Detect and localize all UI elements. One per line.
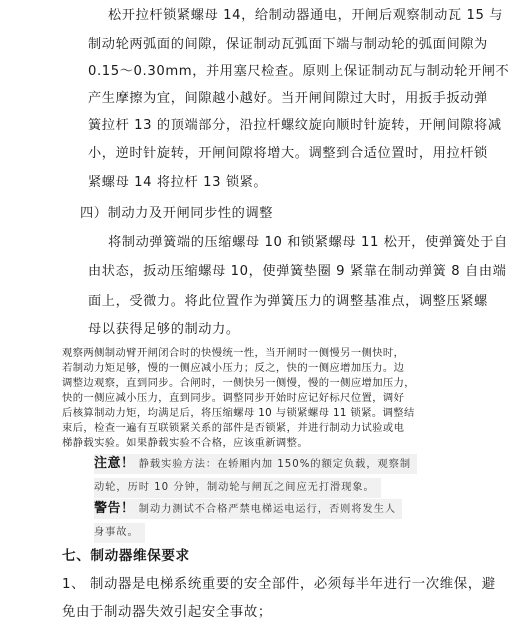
dense-paragraph [62, 346, 462, 451]
list-item-line: 1、 制动器是电梯系统重要的安全部件，必须每半年进行一次维保，避 [62, 577, 496, 592]
section-heading: 七、制动器维保要求 [62, 548, 190, 564]
paragraph-line: 后核算制动力矩，均满足后，将压缩螺母 10 与锁紧螺母 11 锁紧。调整结 [62, 407, 415, 419]
warning-row [94, 523, 145, 543]
paragraph-line: 小，逆时针旋转，开闸间隙将增大。调整到合适位置时，用拉杆锁 [88, 146, 488, 161]
paragraph-line: 0.15～0.30mm，并用塞尺检查。原则上保证制动瓦与制动轮开闸不 [88, 64, 510, 79]
paragraph-line: 束后，检查一遍有互联锁紧关系的部件是否锁紧，并进行制动力试验或电 [62, 422, 405, 434]
notice-row [94, 478, 381, 498]
warning-row [94, 499, 402, 519]
paragraph-line: 紧螺母 14 将拉杆 13 锁紧。 [88, 175, 268, 190]
paragraph-line: 由状态，扳动压缩螺母 10，使弹簧垫圈 9 紧靠在制动弹簧 8 自由端 [88, 264, 507, 279]
paragraph-line: 面上，受微力。将此位置作为弹簧压力的调整基准点，调整压紧螺 [88, 294, 488, 309]
paragraph-line: 梯静载实验。如果静载实验不合格，应该重新调整。 [62, 437, 309, 449]
paragraph-line: 将制动弹簧端的压缩螺母 10 和锁紧螺母 11 松开，使弹簧处于自 [108, 235, 508, 250]
paragraph-line: 簧拉杆 13 的顶端部分，沿拉杆螺纹旋向顺时针旋转，开闸间隙将减 [88, 118, 502, 133]
warning-text: 身事故。 [94, 527, 139, 538]
paragraph-line: 母以获得足够的制动力。 [88, 322, 240, 337]
notice-text: 静载实验方法：在轿厢内加 150%的额定负载，观察制 [138, 459, 412, 470]
notice-row [94, 454, 417, 474]
paragraph-line: 快的一侧应减小压力，直到同步。调整同步开始时应记好标尺位置，调好 [62, 392, 405, 404]
list-item-line: 免由于制动器失效引起安全事故； [62, 605, 272, 620]
paragraph-line: 制动轮两弧面的间隙，保证制动瓦弧面下端与制动轮的弧面间隙为 [88, 37, 488, 52]
paragraph-line: 调整边观察，直到同步。合闸时，一侧快另一侧慢，慢的一侧应增加压力， [62, 377, 415, 389]
notice-label: 注意！ [94, 456, 135, 471]
paragraph-line: 产生摩擦为宜，间隙越小越好。当开闸间隙过大时，用扳手扳动弹 [88, 91, 488, 106]
paragraph-line: 观察两侧制动臂开闸闭合时的快慢统一性，当开闸时一侧慢另一侧快时， [62, 347, 405, 359]
warning-label: 警告！ [94, 501, 135, 516]
subheading: 四）制动力及开闸同步性的调整 [80, 206, 274, 221]
paragraph-line: 松开拉杆锁紧螺母 14，给制动器通电，开闸后观察制动瓦 15 与 [108, 8, 504, 23]
paragraph-line: 若制动力矩足够，慢的一侧应减小压力；反之，快的一侧应增加压力。边 [62, 362, 405, 374]
warning-text: 制动力测试不合格严禁电梯运电运行，否则将发生人 [138, 504, 397, 515]
notice-text: 动轮，历时 10 分钟，制动轮与闸瓦之间应无打滑现象。 [94, 482, 375, 493]
